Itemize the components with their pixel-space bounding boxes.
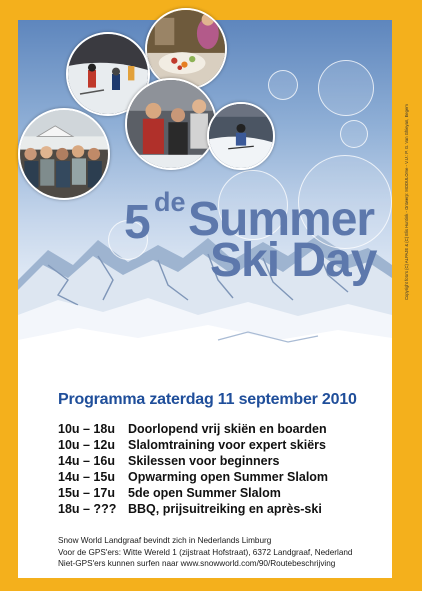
info-line: Voor de GPS'ers: Witte Wereld 1 (zijstraat Hofstraat), 6372 Landgraaf, Nederland [58,547,353,557]
schedule-activity: Doorlopend vrij skiën en boarden [128,422,327,436]
schedule-time: 18u – ??? [58,502,117,516]
location-info [58,535,353,570]
programma-heading: Programma zaterdag 11 september 2010 [58,391,357,408]
info-line: Niet-GPS'ers kunnen surfen naar www.snowworld.com/90/Routebeschrijving [58,559,336,568]
schedule-row [58,422,388,438]
photo-crowd [18,108,110,200]
schedule-activity: Skilessen voor beginners [128,454,280,468]
decorative-bubble [318,60,374,116]
photo-credits: Copyright foto's (C) ALPAJE & (C) Elis Huntink - Ontwerp: MODULOme - V.U.: P. G. Van Ghieyan, Eegem [404,104,409,300]
schedule-row [58,438,388,454]
schedule-row [58,486,388,502]
schedule-activity: Opwarming open Summer Slalom [128,470,329,484]
schedule-list [58,422,388,518]
decorative-bubble [268,70,298,100]
title-number: 5 [124,196,150,249]
info-line: Snow World Landgraaf bevindt zich in Nederlands Limburg [58,536,272,545]
schedule-time: 14u – 15u [58,470,115,484]
title-summer: Summer [188,193,375,246]
schedule-row [58,470,388,486]
decorative-bubble [340,120,368,148]
schedule-time: 10u – 12u [58,438,115,452]
title-superscript: de [154,187,186,217]
schedule-activity: Slalomtraining voor expert skiërs [128,438,326,452]
title-ski-day: Ski Day [210,234,377,287]
photo-bbq-food [145,8,227,90]
schedule-row [58,454,388,470]
photo-skiers-group [125,78,217,170]
schedule-time: 15u – 17u [58,486,115,500]
schedule-activity: 5de open Summer Slalom [128,486,281,500]
schedule-row [58,502,388,518]
schedule-activity: BBQ, prijsuitreiking en après-ski [128,502,322,516]
photo-indoor-slope [207,102,275,170]
schedule-time: 14u – 16u [58,454,115,468]
schedule-time: 10u – 18u [58,422,115,436]
